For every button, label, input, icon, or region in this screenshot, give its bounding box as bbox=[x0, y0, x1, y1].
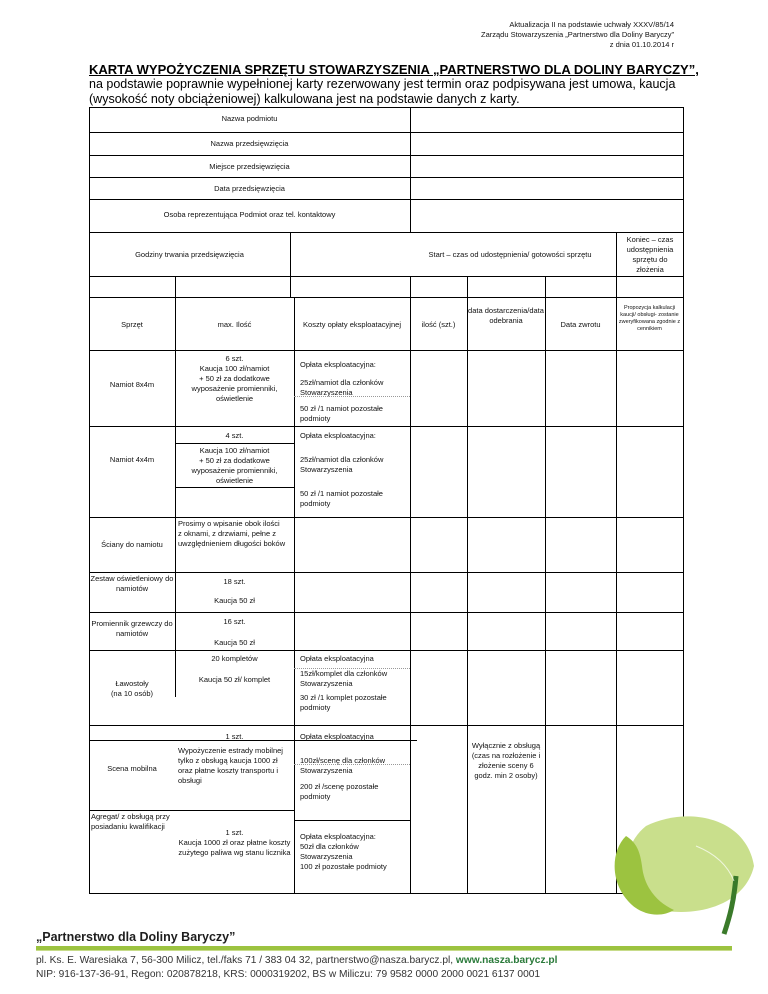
row-zestaw-max-2: Kaucja 50 zł bbox=[214, 596, 255, 605]
col-line bbox=[545, 297, 546, 894]
row-scena-name: Scena mobilna bbox=[107, 764, 157, 773]
row-scena-max-2: Wypożyczenie estrady mobilnej tylko z obsługą kaucja 1000 zł oraz płatne koszty transportu i obsługi bbox=[178, 746, 283, 785]
row-line bbox=[89, 350, 683, 351]
row-line bbox=[89, 612, 683, 613]
col-line bbox=[290, 276, 291, 297]
row-namiot-8x4-name: Namiot 8x4m bbox=[109, 380, 155, 389]
row-namiot-4x4-name: Namiot 4x4m bbox=[109, 455, 155, 464]
col-header-sprzet: Sprzęt bbox=[121, 320, 143, 329]
row-line bbox=[175, 487, 294, 488]
row-namiot-4x4-koszt-3: 50 zł /1 namiot pozostałe podmioty bbox=[300, 489, 383, 508]
row-namiot-4x4-max-2: Kaucja 100 zł/namiot + 50 zł za dodatkowe wyposażenie promienniki, oświetlenie bbox=[191, 446, 278, 485]
table-border-left bbox=[89, 107, 90, 894]
field-osoba[interactable] bbox=[411, 200, 682, 231]
row-line bbox=[89, 650, 683, 651]
label-data: Data przedsięwzięcia bbox=[214, 184, 285, 193]
document-header bbox=[481, 20, 674, 50]
field-nazwa-przedsiewziecia[interactable] bbox=[411, 133, 682, 154]
table-border-right bbox=[683, 107, 684, 894]
intro-text: na podstawie poprawnie wypełnionej karty rezerwowany jest termin oraz podpisywana jest umowa, kaucja (wysokość noty obciążeniowej) kalkulowana jest na podstawie danych z karty. bbox=[89, 77, 676, 106]
col-header-propozycja: Propozycja kalkulacji kaucji/ obsługi- zostanie zweryfikowana zgodnie z cennikiem bbox=[618, 305, 681, 332]
row-promiennik-max-2: Kaucja 50 zł bbox=[214, 638, 255, 647]
row-sciany-name: Ściany do namiotu bbox=[101, 540, 163, 549]
row-line bbox=[89, 232, 683, 233]
row-namiot-4x4-koszt-2: 25zł/namiot dla członków Stowarzyszenia bbox=[300, 455, 384, 474]
footer-address bbox=[36, 955, 557, 966]
row-zestaw-name: Zestaw oświetleniowy do namiotów bbox=[90, 574, 174, 593]
col-header-data-dostarczenia: data dostarczenia/data odebrania bbox=[468, 306, 544, 325]
col-line bbox=[290, 232, 291, 276]
row-lawostoly-koszt-3: 30 zł /1 komplet pozostałe podmioty bbox=[300, 693, 387, 712]
row-namiot-8x4-koszt-1: Opłata eksploatacyjna: bbox=[300, 360, 376, 369]
row-sub-line bbox=[294, 396, 410, 397]
label-nazwa-podmiotu: Nazwa podmiotu bbox=[221, 114, 278, 123]
row-lawostoly-max-2: Kaucja 50 zł/ komplet bbox=[198, 675, 271, 684]
table-border-bottom bbox=[89, 893, 683, 894]
col-header-max: max. Ilość bbox=[217, 320, 252, 329]
col-line bbox=[410, 276, 411, 297]
field-miejsce[interactable] bbox=[411, 156, 682, 176]
row-line bbox=[89, 297, 683, 298]
row-line bbox=[89, 810, 294, 811]
document-title: KARTA WYPOŻYCZENIA SPRZĘTU STOWARZYSZENIA „PARTNERSTWO DLA DOLINY BARYCZY”, bbox=[89, 62, 699, 77]
row-line bbox=[89, 426, 683, 427]
footer-green-bar-thin bbox=[36, 950, 732, 951]
col-line bbox=[616, 297, 617, 894]
footer-website-link[interactable]: www.nasza.barycz.pl bbox=[455, 955, 558, 966]
row-lawostoly-name: Ławostoły (na 10 osób) bbox=[110, 679, 154, 698]
field-godziny-row[interactable] bbox=[90, 277, 682, 296]
label-start: Start – czas od udostępnienia/ gotowości sprzętu bbox=[428, 250, 592, 259]
col-line bbox=[467, 276, 468, 297]
row-namiot-8x4-koszt-3: 50 zł /1 namiot pozostałe podmioty bbox=[300, 404, 383, 423]
col-line bbox=[616, 232, 617, 276]
col-line bbox=[175, 276, 176, 297]
row-namiot-4x4-max-1: 4 szt. bbox=[225, 431, 244, 440]
row-agregat-koszt: Opłata eksploatacyjna: 50zł dla członków Stowarzyszenia 100 zł pozostałe podmioty bbox=[300, 832, 387, 871]
header-line-2: Zarządu Stowarzyszenia „Partnerstwo dla Doliny Baryczy” bbox=[481, 30, 674, 39]
row-agregat-max: 1 szt. Kaucja 1000 zł oraz płatne koszty zużytego paliwa wg stanu licznika bbox=[178, 828, 291, 857]
label-koniec: Koniec – czas udostępnienia sprzętu do złożenia bbox=[626, 235, 674, 274]
label-osoba: Osoba reprezentująca Podmiot oraz tel. kontaktowy bbox=[163, 210, 336, 219]
header-line-1: Aktualizacja II na podstawie uchwały XXXV/85/14 bbox=[509, 20, 674, 29]
row-namiot-4x4-koszt-1: Opłata eksploatacyjna: bbox=[300, 431, 376, 440]
row-zestaw-max-1: 18 szt. bbox=[223, 577, 246, 586]
row-scena-max-1: 1 szt. bbox=[225, 732, 244, 741]
row-lawostoly-koszt-1: Opłata eksploatacyjna bbox=[300, 654, 374, 663]
row-namiot-8x4-koszt-2: 25zł/namiot dla członków Stowarzyszenia bbox=[300, 378, 384, 397]
row-lawostoly-max-1: 20 kompletów bbox=[211, 654, 258, 663]
row-scena-koszt-2: 100zł/scenę dla członków Stowarzyszenia bbox=[300, 756, 386, 775]
col-line bbox=[410, 297, 411, 894]
footer-address-text: pl. Ks. E. Waresiaka 7, 56-300 Milicz, tel./faks 71 / 383 04 32, partnerstwo@nasza.barycz.pl, bbox=[36, 955, 456, 966]
label-miejsce: Miejsce przedsięwzięcia bbox=[209, 162, 290, 171]
col-header-koszty: Koszty opłaty eksploatacyjnej bbox=[303, 320, 401, 329]
col-line bbox=[294, 297, 295, 894]
col-header-data-zwrotu: Data zwrotu bbox=[560, 320, 601, 329]
col-line bbox=[467, 297, 468, 894]
row-sciany-max: Prosimy o wpisanie obok ilości z oknami, z drzwiami, pełne z uwzględnieniem długości boków bbox=[178, 519, 286, 548]
label-nazwa-przedsiewziecia: Nazwa przedsięwzięcia bbox=[210, 139, 289, 148]
row-line bbox=[89, 572, 683, 573]
footer-nip: NIP: 916-137-36-91, Regon: 020878218, KRS: 0000319202, BS w Miliczu: 79 9582 0000 2000 0021 6137 0001 bbox=[36, 969, 541, 980]
col-line bbox=[545, 276, 546, 297]
row-namiot-8x4-max: 6 szt. Kaucja 100 zł/namiot + 50 zł za dodatkowe wyposażenie promienniki, oświetlenie bbox=[191, 354, 278, 403]
field-data[interactable] bbox=[411, 178, 682, 198]
row-scena-uwaga: Wyłącznie z obsługą (czas na rozłożenie i złożenie sceny 6 godz. min 2 osoby) bbox=[471, 741, 541, 780]
row-promiennik-max-1: 16 szt. bbox=[223, 617, 246, 626]
col-line bbox=[175, 297, 176, 697]
field-nazwa-podmiotu[interactable] bbox=[411, 108, 682, 131]
row-line bbox=[294, 820, 410, 821]
row-promiennik-name: Promiennik grzewczy do namiotów bbox=[91, 619, 173, 638]
row-agregat-name: Agregat/ z obsługą przy posiadaniu kwalifikacji bbox=[91, 812, 170, 831]
header-line-3: z dnia 01.10.2014 r bbox=[609, 40, 674, 49]
row-line bbox=[175, 443, 294, 444]
row-lawostoly-koszt-2: 15zł/komplet dla członków Stowarzyszenia bbox=[300, 669, 388, 688]
row-line bbox=[89, 725, 683, 726]
row-line bbox=[89, 517, 683, 518]
label-godziny: Godziny trwania przedsięwzięcia bbox=[135, 250, 244, 259]
col-line bbox=[616, 276, 617, 297]
leaf-logo-icon bbox=[606, 806, 756, 936]
row-scena-koszt-1: Opłata eksploatacyjna bbox=[300, 732, 374, 741]
footer-logo-text: „Partnerstwo dla Doliny Baryczy” bbox=[36, 930, 236, 944]
row-scena-koszt-3: 200 zł /scenę pozostałe podmioty bbox=[300, 782, 379, 801]
col-header-ilosc: ilość (szt.) bbox=[421, 320, 456, 329]
